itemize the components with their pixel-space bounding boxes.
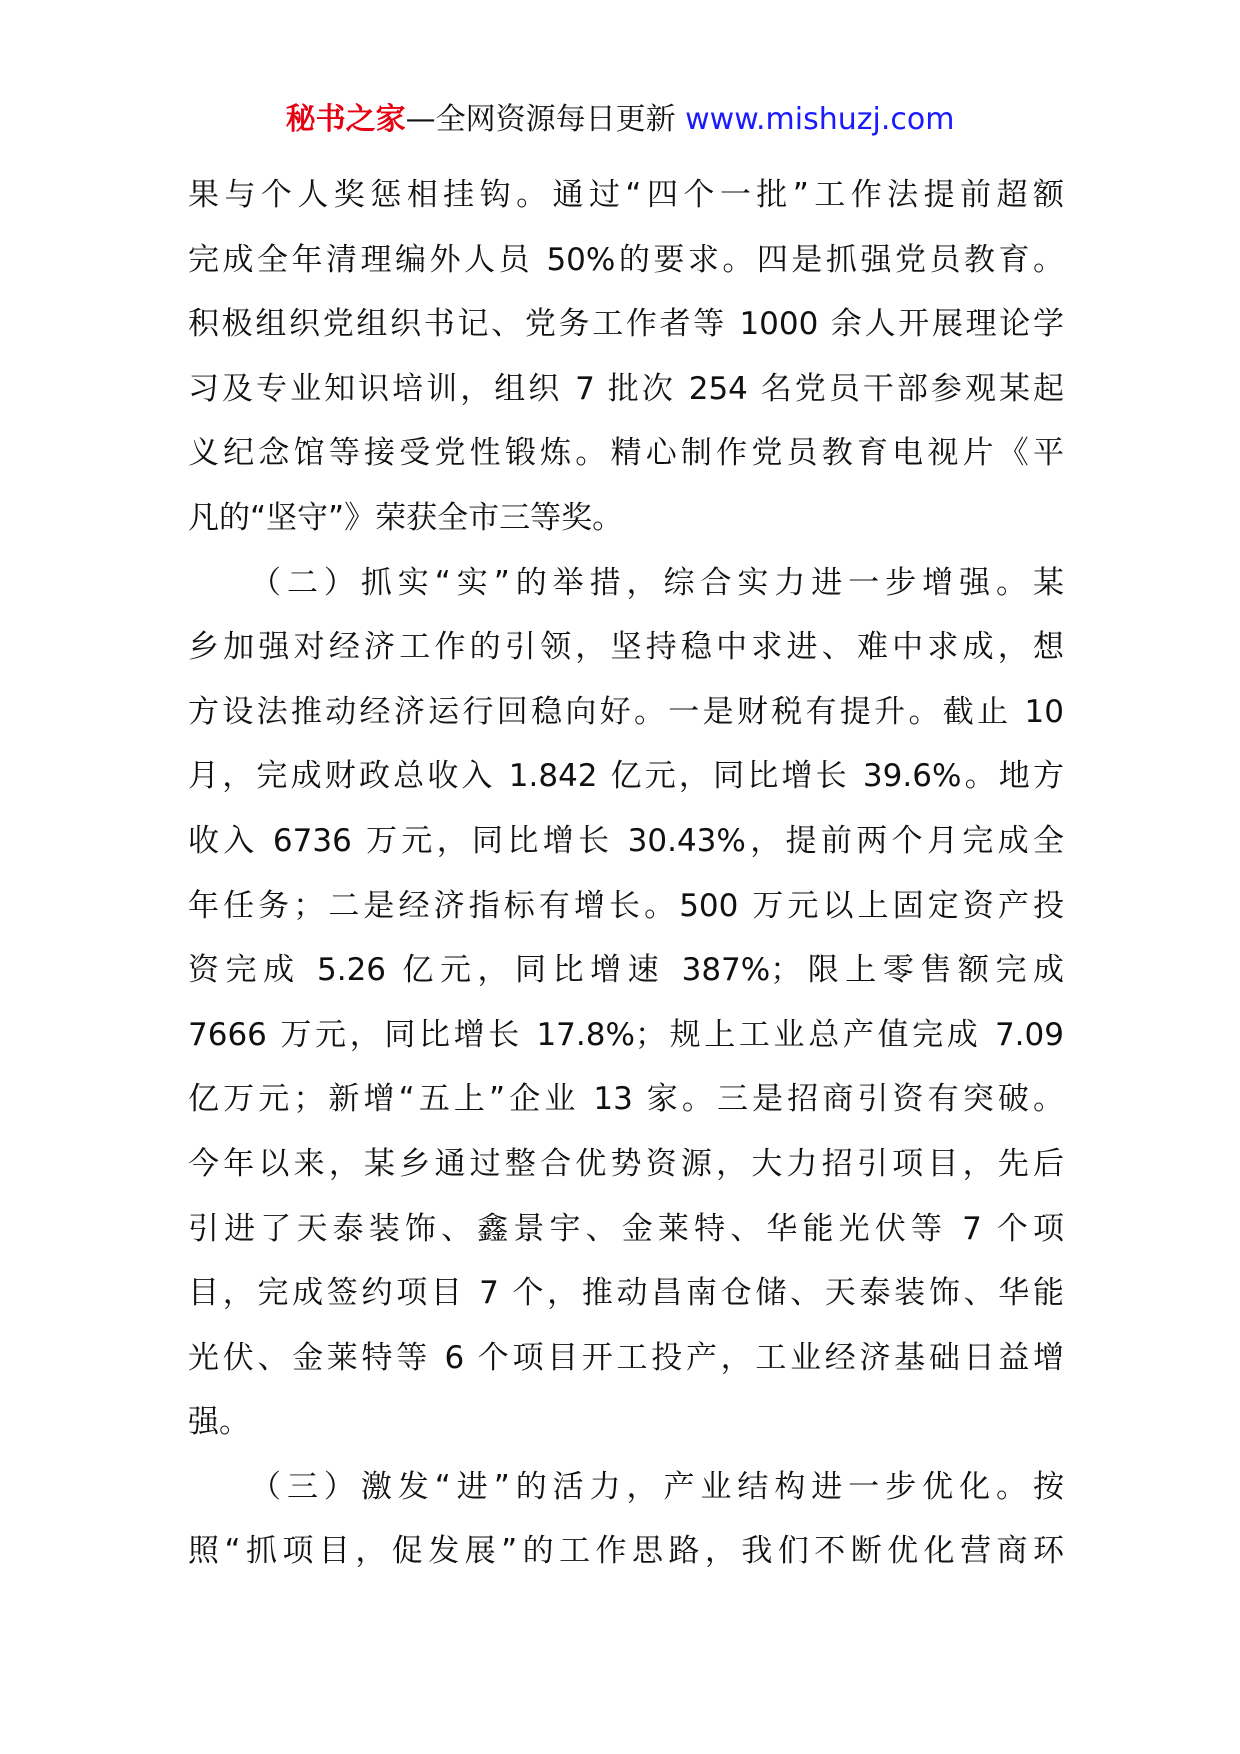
text-line: 资完成 5.26 亿元，同比增速 387%；限上零售额完成 — [188, 952, 1064, 989]
text-line: 凡的“坚守”》荣获全市三等奖。 — [188, 499, 624, 536]
site-brand: 秘书之家 — [285, 102, 406, 137]
text-line: 收入 6736 万元，同比增长 30.43%，提前两个月完成全 — [188, 822, 1064, 859]
paragraph — [188, 1455, 1064, 1584]
text-line: 强。 — [188, 1404, 250, 1441]
text-line: 光伏、金莱特等 6 个项目开工投产，工业经济基础日益增 — [188, 1339, 1064, 1376]
text-line: 今年以来，某乡通过整合优势资源，大力招引项目，先后 — [188, 1145, 1064, 1182]
text-line: 完成全年清理编外人员 50%的要求。四是抓强党员教育。 — [188, 241, 1064, 278]
text-line: 照“抓项目，促发展”的工作思路，我们不断优化营商环 — [188, 1533, 1064, 1570]
paragraph — [188, 551, 1064, 1455]
text-line: 引进了天泰装饰、鑫景宇、金莱特、华能光伏等 7 个项 — [188, 1210, 1064, 1247]
text-line: 年任务；二是经济指标有增长。500 万元以上固定资产投 — [188, 887, 1064, 924]
text-line: 习及专业知识培训，组织 7 批次 254 名党员干部参观某起 — [188, 370, 1064, 407]
paragraph — [188, 163, 1064, 551]
watermark-header — [0, 100, 1240, 140]
text-line: 义纪念馆等接受党性锻炼。精心制作党员教育电视片《平 — [188, 435, 1064, 472]
document-body — [188, 163, 1064, 1584]
text-line: 亿万元；新增“五上”企业 13 家。三是招商引资有突破。 — [188, 1081, 1064, 1118]
text-line: 月，完成财政总收入 1.842 亿元，同比增长 39.6%。地方 — [188, 758, 1064, 795]
text-line: （三）激发“进”的活力，产业结构进一步优化。按 — [250, 1468, 1064, 1505]
text-line: 7666 万元，同比增长 17.8%；规上工业总产值完成 7.09 — [188, 1016, 1064, 1053]
text-line: 果与个人奖惩相挂钩。通过“四个一批”工作法提前超额 — [188, 177, 1064, 213]
text-line: 乡加强对经济工作的引领，坚持稳中求进、难中求成，想 — [188, 629, 1064, 666]
text-line: 积极组织党组织书记、党务工作者等 1000 余人开展理论学 — [188, 306, 1064, 343]
text-line: 目，完成签约项目 7 个，推动昌南仓储、天泰装饰、华能 — [188, 1275, 1064, 1312]
site-tagline: —全网资源每日更新 — [405, 102, 676, 137]
site-url[interactable]: www.mishuzj.com — [685, 102, 955, 137]
text-line: （二）抓实“实”的举措，综合实力进一步增强。某 — [250, 564, 1064, 601]
text-line: 方设法推动经济运行回稳向好。一是财税有提升。截止 10 — [188, 693, 1064, 730]
